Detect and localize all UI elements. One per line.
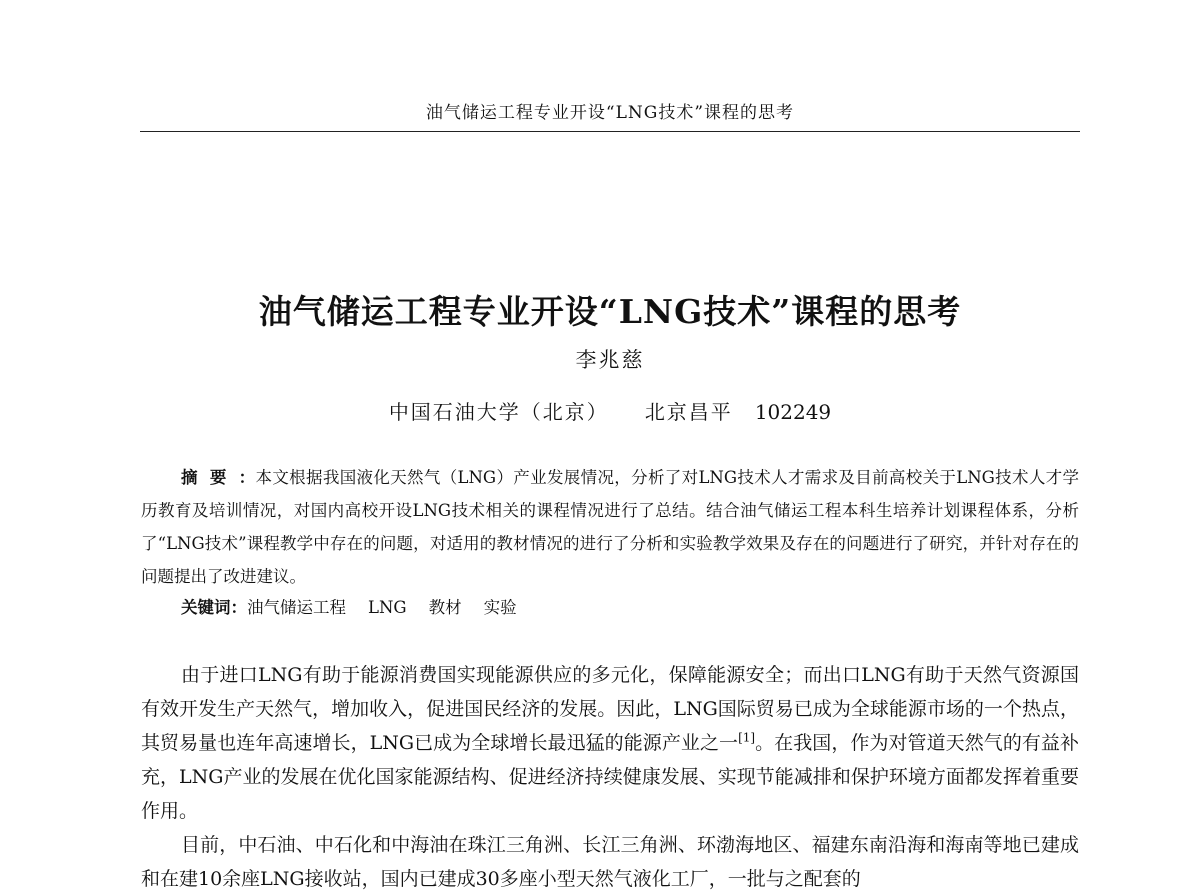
paper-title: 油气储运工程专业开设“LNG技术”课程的思考 bbox=[258, 292, 962, 331]
body-paragraph-1 bbox=[141, 658, 1079, 828]
affiliation-location: 北京昌平 bbox=[644, 400, 733, 424]
affiliation-postcode: 102249 bbox=[754, 400, 832, 424]
keyword-item: LNG bbox=[368, 598, 407, 617]
body-paragraph-2: 目前，中石油、中石化和中海油在珠江三角洲、长江三角洲、环渤海地区、福建东南沿海和海南等地已建成和在建10余座LNG接收站，国内已建成30多座小型天然气液化工厂，一批与之配套的 bbox=[141, 834, 1079, 890]
citation-marker: [1] bbox=[738, 730, 756, 745]
keyword-item: 教材 bbox=[428, 598, 462, 617]
abstract-text: 本文根据我国液化天然气（LNG）产业发展情况，分析了对LNG技术人才需求及目前高校关于LNG技术人才学历教育及培训情况，对国内高校开设LNG技术相关的课程情况进行了总结。结合油气储运工程本科生培养计划课程体系，分析了“LNG技术”课程教学中存在的问题，对适用的教材情况的进行了分析和实验教学效果及存在的问题进行了研究，并针对存在的问题提出了改进建议。 bbox=[141, 468, 1080, 586]
affiliation bbox=[140, 396, 1080, 425]
keywords-label: 关键词： bbox=[181, 598, 247, 617]
body-paragraph-1-text-b: 。在我国，作为对管道天然气的有益补充，LNG产业的发展在优化国家能源结构、促进经济持续健康发展、实现节能减排和保护环境方面都发挥着重要作用。 bbox=[141, 732, 1079, 822]
keyword-item: 油气储运工程 bbox=[247, 598, 346, 617]
author-name: 李兆慈 bbox=[575, 348, 645, 372]
header-rule bbox=[140, 131, 1080, 132]
abstract-label-colon: ： bbox=[238, 468, 256, 487]
body-text bbox=[141, 658, 1079, 896]
running-header: 油气储运工程专业开设“LNG技术”课程的思考 bbox=[425, 103, 795, 123]
keywords bbox=[181, 593, 539, 623]
affiliation-institution: 中国石油大学（北京） bbox=[388, 400, 609, 424]
abstract-label: 摘要 bbox=[181, 468, 239, 487]
abstract bbox=[141, 461, 1079, 593]
body-paragraph-1-text-a: 由于进口LNG有助于能源消费国实现能源供应的多元化，保障能源安全；而出口LNG有助于天然气资源国有效开发生产天然气，增加收入，促进国民经济的发展。因此，LNG国际贸易已成为全球能源市场的一个热点，其贸易量也连年高速增长，LNG已成为全球增长最迅猛的能源产业之一 bbox=[141, 664, 1079, 754]
keyword-item: 实验 bbox=[483, 598, 517, 617]
